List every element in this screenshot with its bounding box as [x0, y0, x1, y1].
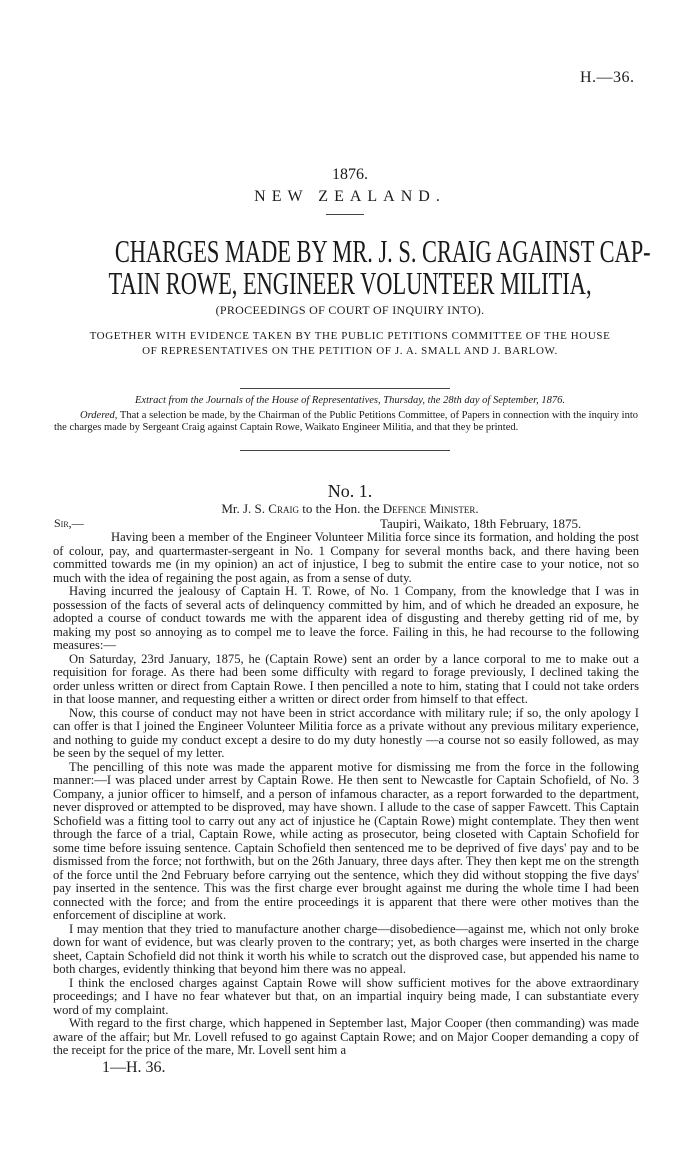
- place-date: Taupiri, Waikato, 18th February, 1875.: [380, 516, 582, 531]
- from-prefix: Mr. J. S.: [221, 501, 266, 516]
- divider: [326, 214, 364, 215]
- paragraph: Having been a member of the Engineer Volunteer Militia force since its formation, and holding the post of colour, pay, and quartermaster-sergeant in No. 1 Company for several months back, and there having been committed towards me (in my opinion) an act of injustice, I beg to submit the entire case to your notice, not so much with the idea of regaining the post again, as from a sense of duty.: [53, 530, 639, 585]
- to-name: Defence Minister.: [382, 501, 479, 516]
- letter-from-to: [0, 501, 700, 516]
- signature-mark: 1—H. 36.: [102, 1058, 166, 1076]
- title-line-2: [0, 265, 700, 301]
- paragraph: Now, this course of conduct may not have been in strict accordance with military rule; if so, the only apology I can offer is that I joined the Engineer Volunteer Militia force as a private without any previous military experience, and nothing to guide my conduct except a desire to do my duty honestly —a course not so easily followed, as may be seen by the sequel of my letter.: [53, 705, 639, 760]
- title-line-1: [0, 233, 700, 269]
- paragraph: On Saturday, 23rd January, 1875, he (Captain Rowe) sent an order by a lance corporal to me to make out a requisition for forage. As there had been some difficulty with regard to forage previously, I declined taking the order unless written or direct from Captain Rowe. I then pencilled a note to him, stating that I could not take orders in that loose manner, and requesting either a written or direct order from himself to that effect.: [53, 651, 639, 706]
- title-text-2: TAIN ROWE, ENGINEER VOLUNTEER MILITIA,: [108, 265, 592, 301]
- paragraph: I may mention that they tried to manufacture another charge—disobedience—against me, which not only broke down for want of evidence, but was clearly proven to the contrary; yet, as both charges were inserted in the charge sheet, Captain Schofield did not think it worth his while to scratch out the disproved case, but appended his name to both charges, evidently thinking that beyond him there was no appeal.: [53, 921, 639, 976]
- ordered-text: That a selection be made, by the Chairman of the Public Petitions Committee, of Papers in connection with the inquiry into the charges made by Sergeant Craig against Captain Rowe, Waikato Engineer Militia, and that they be printed.: [54, 410, 639, 433]
- document-year: 1876.: [332, 166, 368, 183]
- title-text-1: CHARGES MADE BY MR. J. S. CRAIG AGAINST CAP-: [114, 233, 651, 269]
- together-line-1: TOGETHER WITH EVIDENCE TAKEN BY THE PUBLIC PETITIONS COMMITTEE OF THE HOUSE: [89, 330, 611, 342]
- salutation: Sir,—: [54, 516, 84, 530]
- paragraph: The pencilling of this note was made the apparent motive for dismissing me from the force in the following manner:—I was placed under arrest by Captain Rowe. He then sent to Newcastle for Captain Schofield, of No. 3 Company, a junior officer to himself, and a person of infamous character, as a report forwarded to the department, never disproved or attempted to be disproved, may have shown. I allude to the case of sapper Fawcett. This Captain Schofield was a fitting tool to carry out any act of injustice he (Captain Rowe) might contemplate. They then went through the farce of a trial, Captain Rowe, while acting as prosecutor, being closeted with Captain Schofield for some time before issuing sentence. Captain Schofield then sentenced me to be deprived of five days' pay and to be dismissed from the force; not forthwith, but on the 26th January, three days after. They then kept me on the strength of the force until the 2nd February before carrying out the sentence, which they did without stopping the five days' pay inserted in the sentence. This was the first charge ever brought against me during the whole time I had been connected with the force; and from the entire proceedings it is apparent that there were other motives than the enforcement of discipline at work.: [53, 759, 639, 922]
- letter-body: [53, 531, 639, 1058]
- paragraph: With regard to the first charge, which happened in September last, Major Cooper (then commanding) was made aware of the affair; but Mr. Lovell refused to go against Captain Rowe; and on Major Cooper demanding a copy of the receipt for the price of the mare, Mr. Lovell sent him a: [53, 1016, 639, 1057]
- extract-heading: Extract from the Journals of the House of Representatives, Thursday, the 28th day of September, 1876.: [135, 395, 565, 406]
- together-line-2: OF REPRESENTATIVES ON THE PETITION OF J. A. SMALL AND J. BARLOW.: [142, 345, 558, 357]
- document-country: NEW ZEALAND.: [254, 188, 446, 205]
- divider: [240, 450, 450, 451]
- from-name: Craig: [268, 501, 299, 516]
- ordered-label: Ordered,: [80, 410, 118, 421]
- letter-number: No. 1.: [327, 481, 373, 501]
- divider: [240, 388, 450, 389]
- paragraph: Having incurred the jealousy of Captain H. T. Rowe, of No. 1 Company, from the knowledge that I was in possession of the facts of several acts of delinquency committed by him, and of which he dreaded an exposure, he adopted a course of conduct towards me with the apparent idea of disgusting and thereby getting rid of me, by making my post so annoying as to compel me to leave the force. Failing in this, he had recourse to the following measures:—: [53, 584, 639, 652]
- letter: [0, 481, 700, 1077]
- salutation-row: [54, 516, 638, 531]
- subtitle: (PROCEEDINGS OF COURT OF INQUIRY INTO).: [215, 303, 485, 317]
- ordered-paragraph: [54, 410, 638, 433]
- document-reference: H.—36.: [580, 69, 635, 86]
- from-mid: to the Hon. the: [302, 501, 380, 516]
- paragraph: I think the enclosed charges against Captain Rowe will show sufficient motives for the above extraordinary proceedings; and I have no fear whatever but that, on an impartial inquiry being made, I can substantiate every word of my complaint.: [53, 975, 639, 1017]
